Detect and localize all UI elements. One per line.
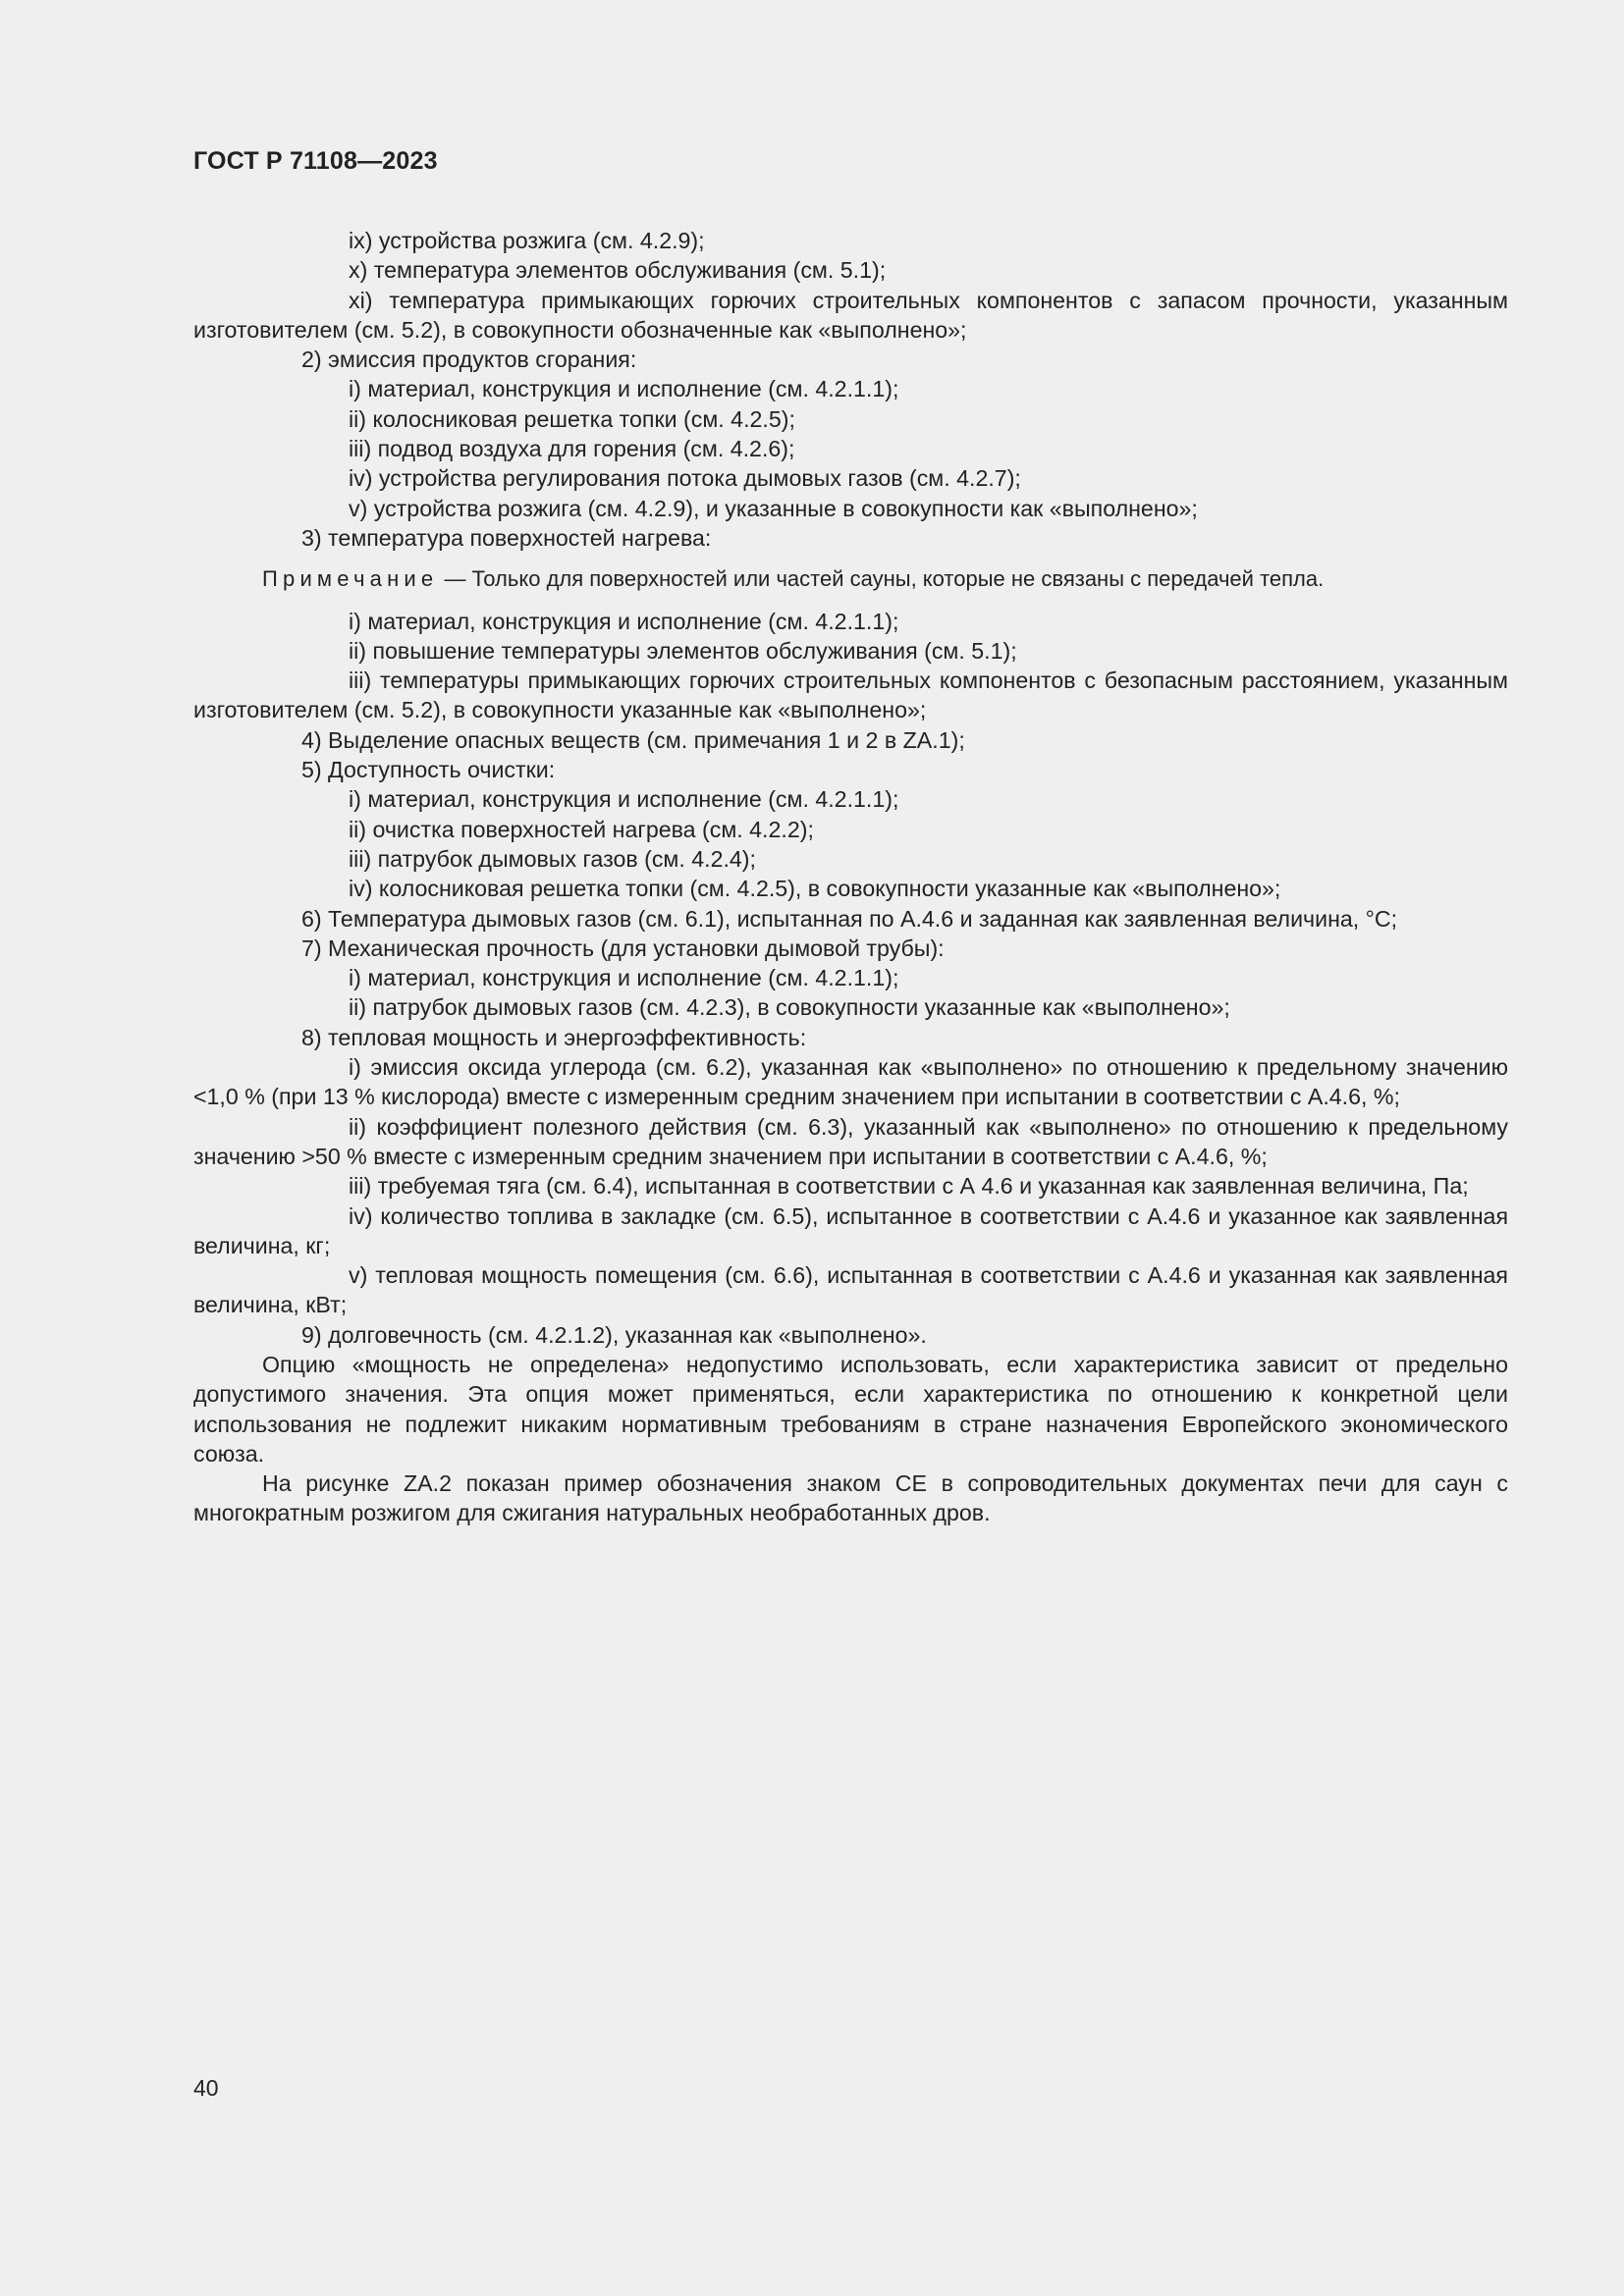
list-item: iii) патрубок дымовых газов (см. 4.2.4);	[349, 845, 756, 872]
list-item: iv) колосниковая решетка топки (см. 4.2.5), в совокупности указанные как «выполнено»;	[349, 876, 1281, 902]
list-item: iii) требуемая тяга (см. 6.4), испытанная в соответствии с А 4.6 и указанная как заявленная величина, Па;	[349, 1173, 1469, 1200]
note-dash: —	[438, 566, 472, 592]
note-label: Примечание	[262, 566, 439, 592]
list-item: ii) очистка поверхностей нагрева (см. 4.2.2);	[349, 816, 814, 842]
list-item: i) материал, конструкция и исполнение (см. 4.2.1.1);	[349, 786, 899, 813]
list-item: 9) долговечность (см. 4.2.1.2), указанная как «выполнено».	[301, 1321, 927, 1348]
body-paragraph: Опцию «мощность не определена» недопустимо использовать, если характеристика зависит от предельно допустимого значения. Эта опция может применяться, если характеристика по отношению к конкретной цели использования не подлежит никаким нормативным требованиям в стране назначения Европейского экономического союза.	[193, 1351, 1508, 1467]
list-item: iii) температуры примыкающих горючих строительных компонентов с безопасным расстоянием, указанным изготовителем (см. 5.2), в совокупности указанные как «выполнено»;	[193, 667, 1508, 723]
list-item: ii) колосниковая решетка топки (см. 4.2.5);	[349, 405, 795, 432]
list-item: iii) подвод воздуха для горения (см. 4.2.6);	[349, 436, 795, 462]
list-item: 4) Выделение опасных веществ (см. примечания 1 и 2 в ZA.1);	[301, 726, 965, 753]
list-item: ii) патрубок дымовых газов (см. 4.2.3), в совокупности указанные как «выполнено»;	[349, 994, 1230, 1021]
page-number: 40	[193, 2075, 219, 2101]
list-item: ii) коэффициент полезного действия (см. 6.3), указанный как «выполнено» по отношению к предельному значению >50 % вместе с измеренным средним значением при испытании в соответствии с А.4.6, %;	[193, 1113, 1508, 1169]
list-item: i) материал, конструкция и исполнение (см. 4.2.1.1);	[349, 965, 899, 991]
list-item: 8) тепловая мощность и энергоэффективность:	[301, 1024, 807, 1050]
list-item: iv) устройства регулирования потока дымовых газов (см. 4.2.7);	[349, 465, 1021, 492]
list-item: i) эмиссия оксида углерода (см. 6.2), указанная как «выполнено» по отношению к предельному значению <1,0 % (при 13 % кислорода) вместе с измеренным средним значением при испытании в соответствии с А.4.6, %;	[193, 1054, 1508, 1110]
list-item: v) тепловая мощность помещения (см. 6.6), испытанная в соответствии с А.4.6 и указанная как заявленная величина, кВт;	[193, 1262, 1508, 1318]
body-paragraph: На рисунке ZA.2 показан пример обозначения знаком СЕ в сопроводительных документах печи для саун с многократным розжигом для сжигания натуральных необработанных дров.	[193, 1470, 1508, 1526]
list-item: v) устройства розжига (см. 4.2.9), и указанные в совокупности как «выполнено»;	[349, 495, 1198, 521]
list-item: ix) устройства розжига (см. 4.2.9);	[349, 228, 705, 253]
list-item: xi) температура примыкающих горючих строительных компонентов с запасом прочности, указанным изготовителем (см. 5.2), в совокупности обозначенные как «выполнено»;	[193, 287, 1508, 343]
list-item: 7) Механическая прочность (для установки дымовой трубы):	[301, 934, 945, 961]
list-item: 6) Температура дымовых газов (см. 6.1), испытанная по А.4.6 и заданная как заявленная величина, °С;	[301, 905, 1398, 932]
note-text: Только для поверхностей или частей сауны, которые не связаны с передачей тепла.	[471, 566, 1325, 592]
note	[193, 564, 1508, 594]
list-item: i) материал, конструкция и исполнение (см. 4.2.1.1);	[349, 376, 899, 402]
list-item: 3) температура поверхностей нагрева:	[301, 524, 712, 551]
document-body	[193, 226, 1508, 1528]
list-item: ii) повышение температуры элементов обслуживания (см. 5.1);	[349, 637, 1017, 664]
list-item: i) материал, конструкция и исполнение (см. 4.2.1.1);	[349, 608, 899, 634]
list-item: x) температура элементов обслуживания (см. 5.1);	[349, 257, 887, 284]
document-header: ГОСТ Р 71108—2023	[193, 147, 438, 175]
list-item: 2) эмиссия продуктов сгорания:	[301, 347, 637, 373]
list-item: 5) Доступность очистки:	[301, 757, 556, 783]
list-item: iv) количество топлива в закладке (см. 6.5), испытанное в соответствии с А.4.6 и указанное как заявленная величина, кг;	[193, 1202, 1508, 1258]
